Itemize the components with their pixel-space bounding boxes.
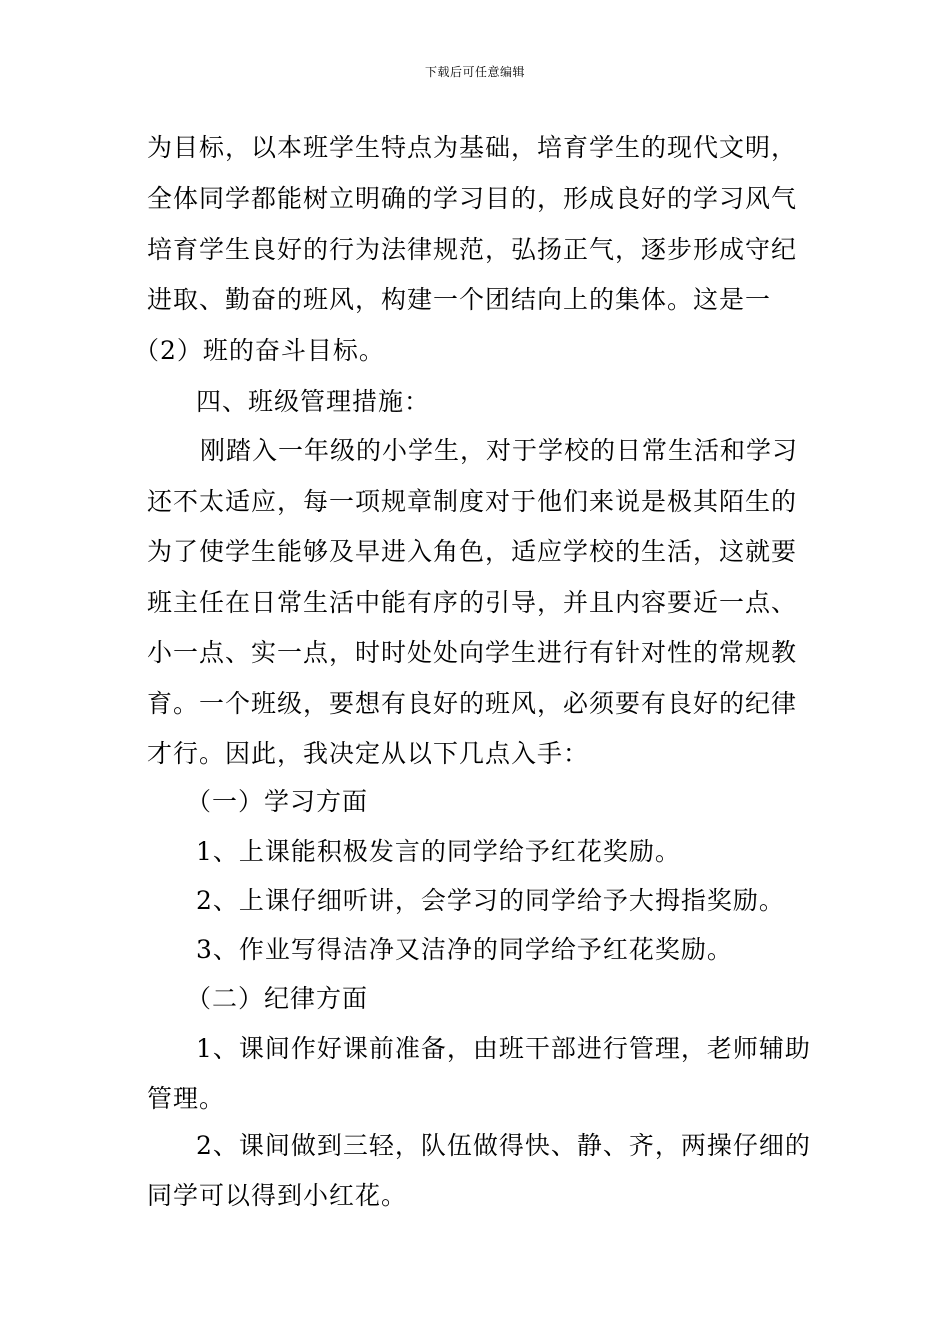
list-item-continuation: 管理。 xyxy=(147,1084,226,1113)
paragraph-line: （2）班的奋斗目标。 xyxy=(134,336,385,365)
list-item-continuation: 同学可以得到小红花。 xyxy=(147,1181,408,1210)
paragraph-line: 为了使学生能够及早进入角色，适应学校的生活，这就要 xyxy=(147,537,798,566)
paragraph-line: 刚踏入一年级的小学生，对于学校的日常生活和学习 xyxy=(200,436,799,465)
paragraph-line: 班主任在日常生活中能有序的引导，并且内容要近一点、 xyxy=(147,588,798,617)
paragraph-line: 进取、勤奋的班风，构建一个团结向上的集体。这是一 xyxy=(147,285,772,314)
subsection-heading: （一）学习方面 xyxy=(186,787,369,816)
paragraph-line: 还不太适应，每一项规章制度对于他们来说是极其陌生的 xyxy=(147,487,798,516)
page-header: 下载后可任意编辑 xyxy=(424,65,525,79)
list-item: 1、上课能积极发言的同学给予红花奖励。 xyxy=(196,837,681,866)
paragraph-line: 为目标，以本班学生特点为基础，培育学生的现代文明， xyxy=(147,133,798,162)
subsection-heading: （二）纪律方面 xyxy=(186,984,369,1013)
section-heading: 四、班级管理措施： xyxy=(196,387,431,416)
paragraph-line: 育。一个班级，要想有良好的班风，必须要有良好的纪律 xyxy=(147,689,798,718)
list-item: 2、上课仔细听讲，会学习的同学给予大拇指奖励。 xyxy=(196,886,785,915)
list-item: 3、作业写得洁净又洁净的同学给予红花奖励。 xyxy=(196,935,733,964)
paragraph-line: 才行。因此，我决定从以下几点入手： xyxy=(147,739,590,768)
list-item: 2、课间做到三轻，队伍做得快、静、齐，两操仔细的 xyxy=(196,1131,811,1160)
paragraph-line: 全体同学都能树立明确的学习目的，形成良好的学习风气 xyxy=(147,184,798,213)
paragraph-line: 培育学生良好的行为法律规范，弘扬正气，逐步形成守纪 xyxy=(147,235,798,264)
list-item: 1、课间作好课前准备，由班干部进行管理，老师辅助 xyxy=(196,1034,811,1063)
paragraph-line: 小一点、实一点，时时处处向学生进行有针对性的常规教 xyxy=(147,638,798,667)
